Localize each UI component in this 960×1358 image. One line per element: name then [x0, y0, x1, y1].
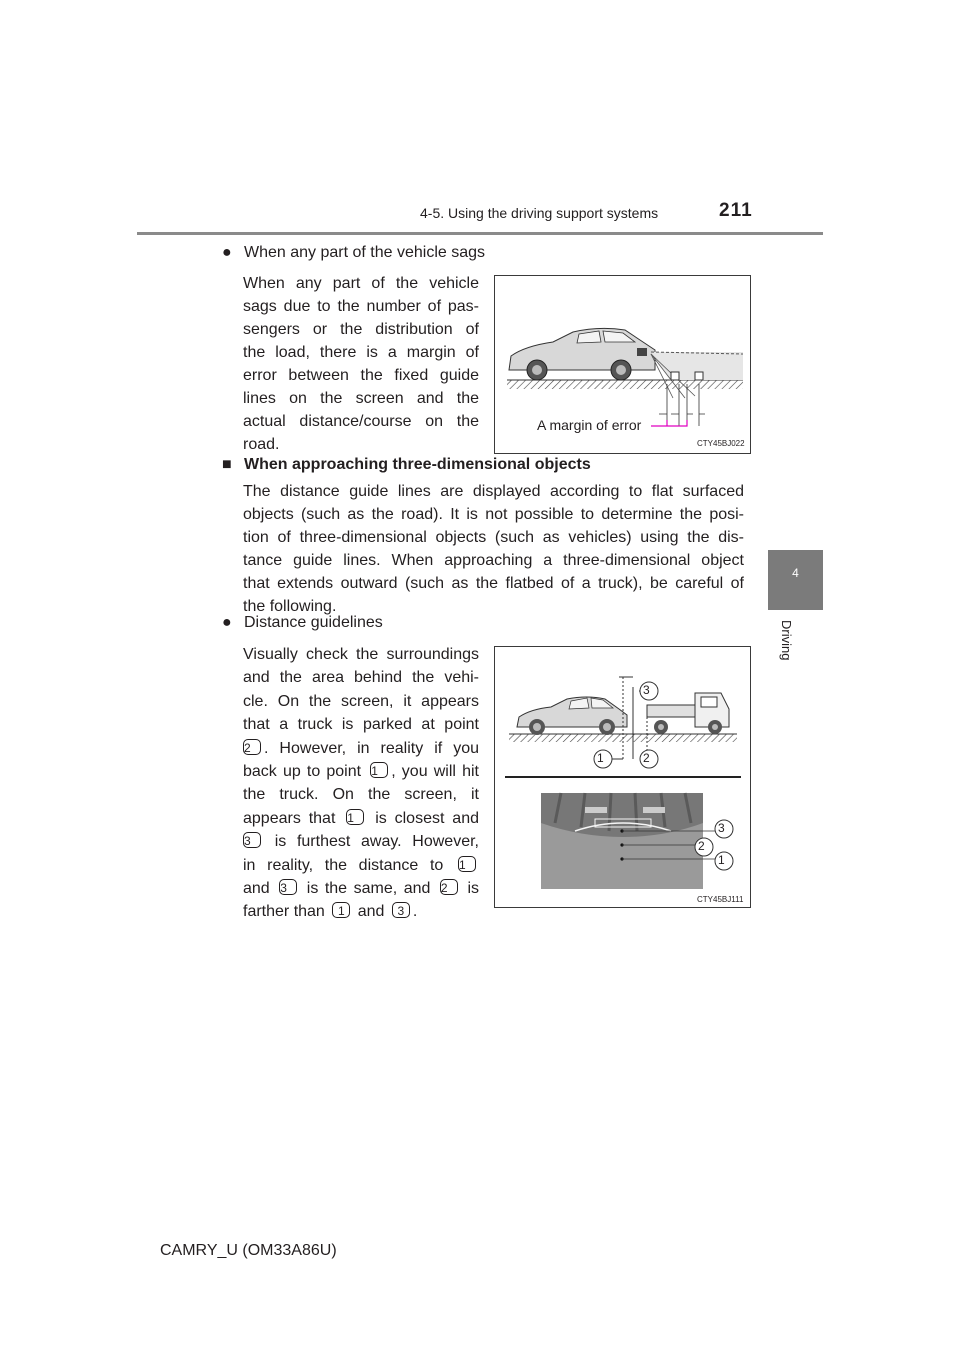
callout-1: 1 [332, 902, 350, 918]
text-line: When any part of the vehicle [243, 275, 479, 292]
text-line: that extends outward (such as the flatbed of a truck), be careful of [243, 575, 744, 592]
text-line [243, 854, 479, 877]
guidelines-heading: Distance guidelines [244, 614, 383, 631]
sags-heading: When any part of the vehicle sags [244, 244, 486, 261]
guidelines-heading-row [222, 614, 383, 632]
page-number: 211 [719, 200, 753, 221]
text-span: farther than [243, 903, 325, 921]
section-title: 4-5. Using the driving support systems [420, 205, 659, 221]
three-d-heading: When approaching three-dimensional objects [244, 456, 591, 473]
text-line: actual distance/course on the [243, 413, 479, 430]
sags-heading-row [222, 244, 485, 262]
text-span: is closest and [375, 809, 480, 827]
text-line: error between the fixed guide [243, 367, 479, 384]
callout-3: 3 [279, 879, 297, 895]
text-line: that a truck is parked at point [243, 716, 479, 734]
text-line: cle. On the screen, it appears [243, 692, 479, 710]
model-footer: CAMRY_U (OM33A86U) [160, 1242, 337, 1259]
bullet-icon: ● [222, 614, 232, 631]
text-line [243, 830, 479, 853]
sags-figure [494, 275, 751, 454]
text-line: sags due to the number of pas- [243, 298, 479, 315]
guidelines-paragraph [243, 643, 479, 924]
text-line: the load, there is a margin of [243, 344, 479, 361]
text-line [243, 737, 479, 760]
guidelines-figure [494, 646, 751, 908]
text-span: is the same, and [306, 880, 431, 898]
text-line: the truck. On the screen, it [243, 786, 479, 804]
header-rule [137, 232, 823, 235]
chapter-number: 4 [792, 566, 799, 580]
text-span: back up to point [243, 763, 362, 781]
text-line [243, 760, 479, 783]
text-line [243, 877, 479, 900]
text-line [243, 807, 479, 830]
text-line: tance guide lines. When approaching a three-dimensional object [243, 552, 744, 569]
callout-1-label: 1 [597, 751, 604, 765]
callout-1: 1 [458, 856, 476, 872]
margin-of-error-label: A margin of error [537, 417, 642, 433]
text-span: is [467, 880, 480, 898]
figure-code: CTY45BJ022 [697, 439, 745, 448]
bullet-icon: ● [222, 244, 232, 261]
callout-2: 2 [440, 879, 458, 895]
text-line: Visually check the surroundings [243, 646, 479, 663]
callout-1-label: 1 [718, 853, 725, 867]
square-bullet-icon: ■ [222, 456, 232, 473]
text-span: and [243, 880, 270, 898]
text-span: and [357, 903, 385, 921]
callout-3: 3 [243, 832, 261, 848]
callout-1: 1 [370, 762, 388, 778]
text-span: is furthest away. However, [274, 833, 479, 851]
three-d-paragraph [243, 480, 744, 618]
text-line: and the area behind the vehi- [243, 669, 479, 687]
sags-paragraph [243, 272, 479, 456]
text-span: in reality, the distance to [243, 856, 444, 874]
text-line: the following. [243, 598, 337, 615]
chapter-tab [768, 550, 823, 610]
truck-distance-illustration [495, 647, 750, 907]
callout-3-label: 3 [643, 683, 650, 697]
chapter-label-box [768, 618, 823, 678]
text-line: sengers or the distribution of [243, 321, 479, 338]
text-line: lines on the screen and the [243, 390, 479, 407]
callout-2-label: 2 [643, 751, 650, 765]
callout-2: 2 [243, 739, 261, 755]
figure-code: CTY45BJ111 [697, 895, 744, 904]
text-line: The distance guide lines are displayed according to flat surfaced [243, 483, 744, 500]
callout-3-label: 3 [718, 821, 725, 835]
text-line: tion of three-dimensional objects (such as vehicles) using the dis- [243, 529, 744, 546]
callout-3: 3 [392, 902, 410, 918]
chapter-label: Driving [779, 620, 794, 661]
text-span: appears that [243, 809, 336, 827]
text-line [243, 900, 479, 923]
text-span: . However, in reality if you [264, 739, 479, 757]
callout-1: 1 [346, 809, 364, 825]
callout-2-label: 2 [698, 839, 705, 853]
text-span: . [412, 903, 418, 921]
text-span: , you will hit [391, 763, 480, 781]
three-d-heading-row [222, 456, 591, 474]
text-line: objects (such as the road). It is not possible to determine the posi- [243, 506, 744, 523]
text-line: road. [243, 436, 280, 453]
